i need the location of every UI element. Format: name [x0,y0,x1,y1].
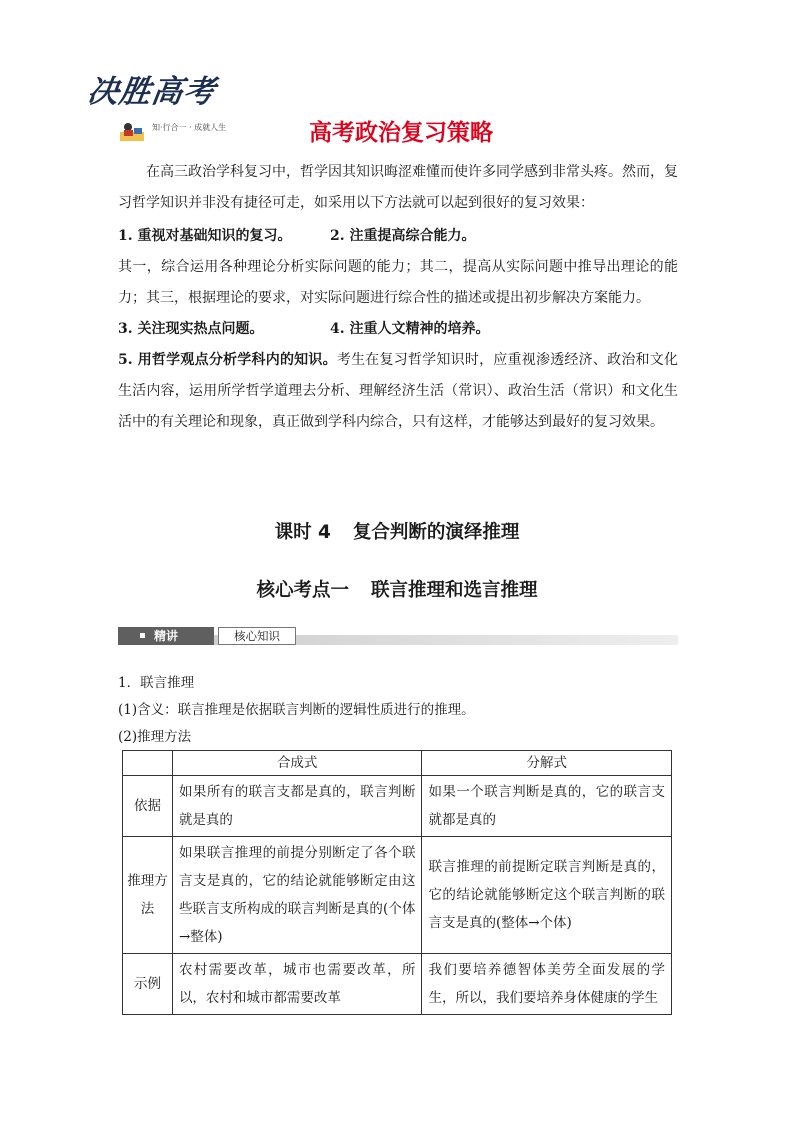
section-tab: 核心知识 [218,627,296,645]
table-header-cell: 分解式 [422,751,672,776]
table-cell: 如果一个联言判断是真的，它的联言支就都是真的 [422,776,672,837]
core-point-title [0,576,794,602]
table-cell: 联言推理的前提断定联言判断是真的，它的结论就能够断定这个联言判断的联言支是真的(整体→个体) [422,837,672,954]
method-line: (2)推理方法 [118,729,192,745]
table-cell: 农村需要改革，城市也需要改革，所以，农村和城市都需要改革 [172,954,422,1015]
core-point-label: 核心考点一 [256,580,349,601]
lesson-title [0,518,794,544]
inference-table [122,750,672,1015]
strategy-item-5-heading: 5. 用哲学观点分析学科内的知识。 [118,352,337,368]
strategy-item-4: 4. 注重人文精神的培养。 [330,321,490,337]
strategy-item-5-text: 考生在复习哲学知识时，应重视渗透经济、政治和文化生活内容，运用所学哲学道理去分析、理解经济生活（常识）、政治生活（常识）和文化生活中的有关理论和现象，真正做到学科内综合，只有这样，才能够达到最好的复习效果。 [118,352,678,430]
strategy-item-1: 1. 重视对基础知识的复习。 [118,228,292,244]
section-tag [118,627,214,645]
logo-text: 决胜高考 [84,74,219,110]
definition-line: (1)含义：联言推理是依据联言判断的逻辑性质进行的推理。 [118,702,475,718]
row-label: 推理方法 [123,837,173,954]
section-tag-label: 精讲 [154,629,179,643]
section-bar [118,627,678,647]
table-row [123,837,672,954]
lesson-label: 课时 4 [274,522,331,543]
table-cell: 如果所有的联言支都是真的，联言判断就是真的 [172,776,422,837]
ability-paragraph: 其一，综合运用各种理论分析实际问题的能力；其二，提高从实际问题中推导出理论的能力；其三，根据理论的要求，对实际问题进行综合性的描述或提出初步解决方案能力。 [118,259,678,306]
table-cell: 如果联言推理的前提分别断定了各个联言支是真的，它的结论就能够断定由这些联言支所构成的联言判断是真的(个体→整体) [172,837,422,954]
table-header-cell [123,751,173,776]
lesson-name: 复合判断的演绎推理 [352,522,520,543]
strategy-item-2: 2. 注重提高综合能力。 [330,228,476,244]
table-header-row [123,751,672,776]
page-title: 高考政治复习策略 [309,120,493,146]
row-label: 依据 [123,776,173,837]
logo-caption: 知·行合一 · 成就人生 [152,123,227,132]
intro-paragraph: 在高三政治学科复习中，哲学因其知识晦涩难懂而使许多同学感到非常头疼。然而，复习哲学知识并非没有捷径可走，如采用以下方法就可以起到很好的复习效果： [118,164,678,211]
table-header-cell: 合成式 [172,751,422,776]
square-bullet-icon [140,633,145,638]
core-point-name: 联言推理和选言推理 [371,580,538,601]
strategy-item-5 [118,345,678,438]
table-row [123,954,672,1015]
table-row [123,776,672,837]
section-heading: 1．联言推理 [118,675,195,691]
row-label: 示例 [123,954,173,1015]
table-cell: 我们要培养德智体美劳全面发展的学生，所以，我们要培养身体健康的学生 [422,954,672,1015]
strategy-item-3: 3. 关注现实热点问题。 [118,321,264,337]
